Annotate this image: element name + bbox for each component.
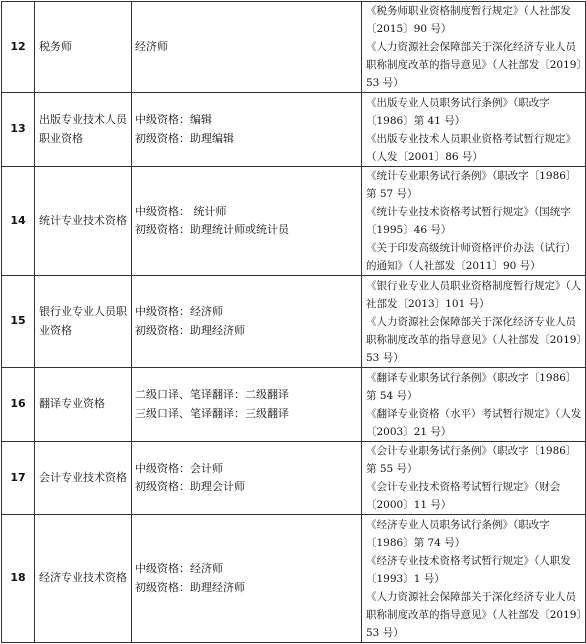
requirement-cell-line: 初级资格：助理会计师 <box>135 480 245 493</box>
table-row <box>2 276 586 368</box>
requirement-cell-line: 三级口译、笔译翻译：三级翻译 <box>135 406 289 420</box>
policy-basis-cell-line: 《会计专业技术资格考试暂行规定》（财会〔2000〕11 号） <box>366 481 561 511</box>
table-body <box>2 2 586 643</box>
requirement-cell-line: 经济师 <box>135 39 168 53</box>
row-number: 17 <box>2 442 35 515</box>
qualification-name <box>35 167 132 276</box>
policy-basis-cell <box>362 368 586 442</box>
qualification-name-line: 出版专业技术人员 <box>39 113 127 127</box>
qualification-name-line: 税务师 <box>39 39 72 53</box>
table-row <box>2 167 586 276</box>
policy-basis-cell-line: 《银行业专业人员职业资格制度暂行规定》（人社部发〔2013〕101 号） <box>366 279 582 310</box>
policy-basis-cell <box>362 167 586 276</box>
requirement-cell-line: 中级资格：经济师 <box>135 562 223 576</box>
requirement-cell-line: 初级资格：助理经济师 <box>135 323 245 337</box>
qualification-name-line: 职业资格 <box>39 131 83 145</box>
requirement-cell <box>132 167 362 276</box>
table-row <box>2 515 586 643</box>
row-number: 16 <box>2 368 35 442</box>
policy-basis-cell <box>362 515 586 643</box>
requirement-cell-line: 中级资格：编辑 <box>135 113 212 127</box>
row-number: 14 <box>2 167 35 276</box>
row-number: 15 <box>2 276 35 368</box>
qualification-name-line: 经济专业技术资格 <box>39 571 127 585</box>
requirement-cell-line: 中级资格： 统计师 <box>135 204 227 218</box>
requirement-cell-line: 初级资格：助理统计师或统计员 <box>135 223 289 236</box>
qualification-table <box>1 1 586 643</box>
policy-basis-cell-line: 《出版专业人员职务试行条例》（职改字〔1986〕第 41 号） <box>366 96 550 127</box>
requirement-cell <box>132 93 362 167</box>
qualification-name-line: 银行业专业人员职 <box>39 305 127 319</box>
policy-basis-cell-line: 《统计专业职务试行条例》（职改字〔1986〕第 57 号） <box>366 170 577 200</box>
requirement-cell-line: 中级资格：经济师 <box>135 305 223 319</box>
policy-basis-cell-line: 《人力资源社会保障部关于深化经济专业人员职称制度改革的指导意见》（人社部发〔2019〕53 号） <box>366 315 582 364</box>
qualification-name-line: 统计专业技术资格 <box>39 213 127 227</box>
table-row <box>2 93 586 167</box>
qualification-name-line: 会计专业技术资格 <box>39 470 127 484</box>
qualification-name-line: 业资格 <box>39 323 72 337</box>
requirement-cell-line: 初级资格：助理编辑 <box>135 131 234 145</box>
policy-basis-cell-line: 《人力资源社会保障部关于深化经济专业人员职称制度改革的指导意见》（人社部发〔2019〕53 号） <box>366 590 582 639</box>
policy-basis-cell <box>362 276 586 368</box>
table-row <box>2 442 586 515</box>
requirement-cell-line: 二级口译、笔译翻译：二级翻译 <box>135 388 289 402</box>
requirement-cell-line: 初级资格：助理经济师 <box>135 580 245 594</box>
policy-basis-cell-line: 《翻译专业资格（水平）考试暂行规定》（人发〔2003〕21 号） <box>366 407 582 438</box>
policy-basis-cell <box>362 442 586 515</box>
policy-basis-cell-line: 《出版专业技术人员职业资格考试暂行规定》（人发〔2001〕86 号） <box>366 132 576 163</box>
qualification-name <box>35 276 132 368</box>
requirement-cell <box>132 276 362 368</box>
row-number: 18 <box>2 515 35 643</box>
qualification-name <box>35 368 132 442</box>
policy-basis-cell-line: 《会计专业职务试行条例》（职改字〔1986〕第 55 号） <box>366 445 577 475</box>
policy-basis-cell-line: 《经济专业人员职务试行条例》（职改字〔1986〕第 74 号） <box>366 518 550 549</box>
policy-basis-cell <box>362 2 586 93</box>
qualification-name <box>35 442 132 515</box>
qualification-name <box>35 93 132 167</box>
requirement-cell <box>132 515 362 643</box>
row-number: 13 <box>2 93 35 167</box>
qualification-name <box>35 515 132 643</box>
policy-basis-cell <box>362 93 586 167</box>
table-row <box>2 2 586 93</box>
policy-basis-cell-line: 《税务师职业资格制度暂行规定》（人社部发〔2015〕90 号） <box>366 5 571 35</box>
requirement-cell-line: 中级资格：会计师 <box>135 461 223 475</box>
requirement-cell <box>132 442 362 515</box>
qualification-name <box>35 2 132 93</box>
qualification-name-line: 翻译专业资格 <box>39 397 105 411</box>
policy-basis-cell-line: 《统计专业技术资格考试暂行规定》（国统字〔1995〕46 号） <box>366 206 571 236</box>
policy-basis-cell-line: 《关于印发高级统计师资格评价办法（试行）的通知》（人社部发〔2011〕90 号） <box>366 242 576 272</box>
requirement-cell <box>132 368 362 442</box>
row-number: 12 <box>2 2 35 93</box>
policy-basis-cell-line: 《翻译专业职务试行条例》（职改字〔1986〕第 54 号） <box>366 371 577 402</box>
policy-basis-cell-line: 《人力资源社会保障部关于深化经济专业人员职称制度改革的指导意见》（人社部发〔2019〕53 号） <box>366 41 582 89</box>
policy-basis-cell-line: 《经济专业技术资格考试暂行规定》（人职发〔1993〕1 号） <box>366 554 571 585</box>
requirement-cell <box>132 2 362 93</box>
table-row <box>2 368 586 442</box>
